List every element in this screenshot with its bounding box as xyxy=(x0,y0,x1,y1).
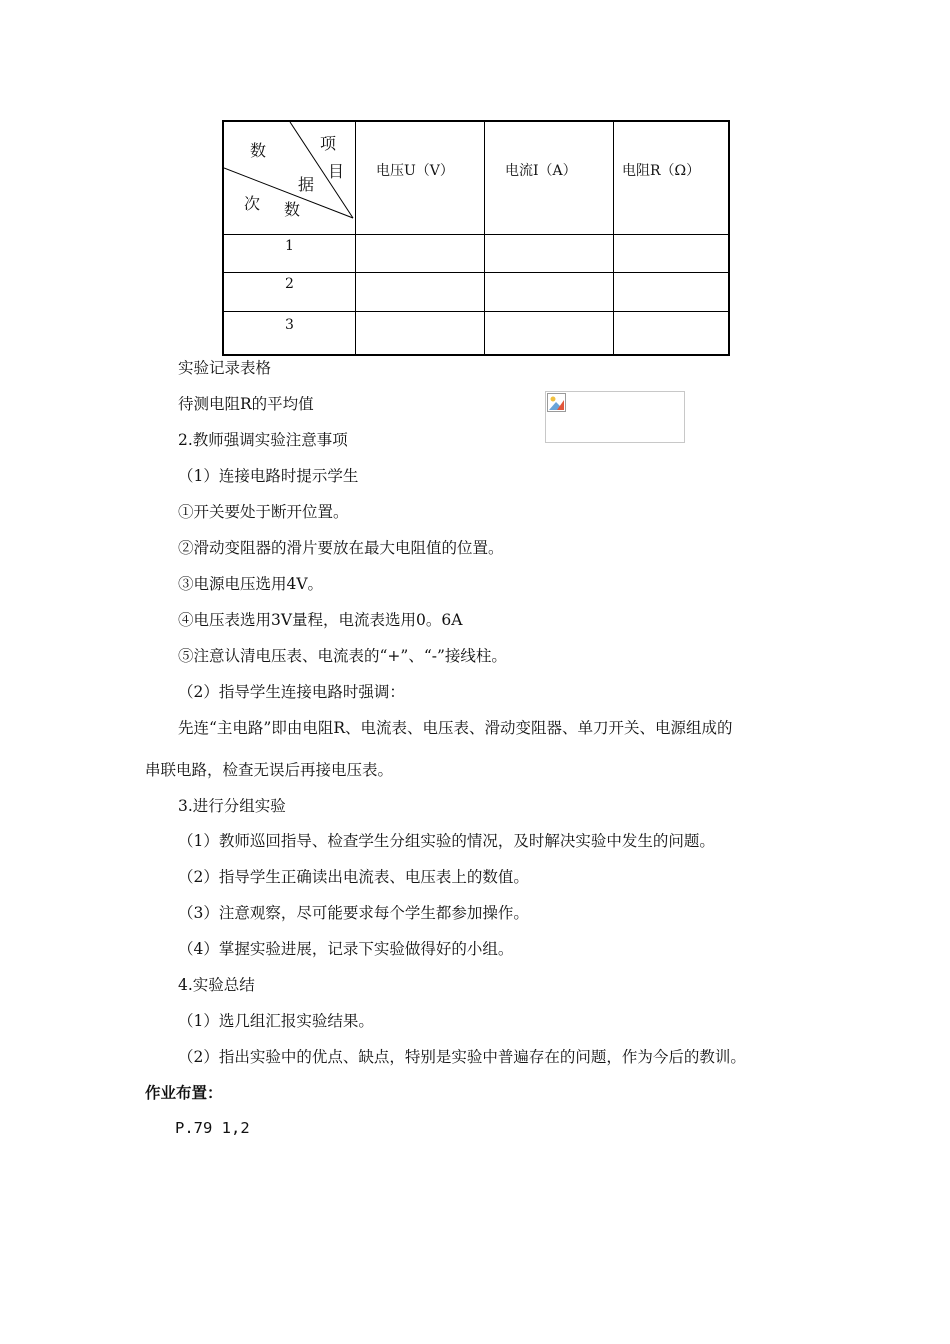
table-cell xyxy=(614,235,730,273)
table-row xyxy=(223,235,729,273)
text-line: ①开关要处于断开位置。 xyxy=(178,503,349,521)
header-current: 电流I（A） xyxy=(485,121,614,235)
row-number: 3 xyxy=(223,312,356,356)
corner-label-ju: 据 xyxy=(298,175,315,194)
row-number: 2 xyxy=(223,273,356,312)
table-cell xyxy=(356,312,485,356)
corner-label-shu: 数 xyxy=(250,141,267,160)
text-line: （2）指出实验中的优点、缺点，特别是实验中普遍存在的问题，作为今后的教训。 xyxy=(178,1048,746,1066)
text-line: 4.实验总结 xyxy=(178,976,255,994)
broken-image-placeholder xyxy=(545,391,685,443)
table-cell xyxy=(485,235,614,273)
corner-label-mu: 目 xyxy=(328,162,345,181)
row-number: 1 xyxy=(223,235,356,273)
table-cell xyxy=(356,273,485,312)
header-resistance: 电阻R（Ω） xyxy=(614,121,730,235)
text-line: 串联电路，检查无误后再接电压表。 xyxy=(145,761,394,779)
text-line: ③电源电压选用4V。 xyxy=(178,575,324,593)
text-line: （1）连接电路时提示学生 xyxy=(178,467,359,485)
table-cell xyxy=(485,273,614,312)
corner-label-ci: 次 xyxy=(244,194,261,213)
header-voltage: 电压U（V） xyxy=(356,121,485,235)
corner-label-shu2: 数 xyxy=(284,200,301,219)
text-line: （1）选几组汇报实验结果。 xyxy=(178,1012,374,1030)
text-line: （4）掌握实验进展，记录下实验做得好的小组。 xyxy=(178,940,514,958)
text-line: 先连“主电路”即由电阻R、电流表、电压表、滑动变阻器、单刀开关、电源组成的 xyxy=(178,719,733,737)
table-caption: 实验记录表格 xyxy=(178,359,272,377)
corner-label-xiang: 项 xyxy=(320,134,337,153)
text-line: ②滑动变阻器的滑片要放在最大电阻值的位置。 xyxy=(178,539,504,557)
experiment-record-table xyxy=(222,120,730,356)
diagonal-header-cell xyxy=(223,121,356,235)
homework-title: 作业布置： xyxy=(145,1084,223,1102)
text-line: （1）教师巡回指导、检查学生分组实验的情况，及时解决实验中发生的问题。 xyxy=(178,832,715,850)
table-cell xyxy=(614,273,730,312)
text-line: 待测电阻R的平均值 xyxy=(178,395,314,413)
table-cell xyxy=(485,312,614,356)
table-row xyxy=(223,273,729,312)
homework-content: P.79 1,2 xyxy=(175,1119,250,1137)
text-line: （2）指导学生正确读出电流表、电压表上的数值。 xyxy=(178,868,529,886)
text-line: （3）注意观察，尽可能要求每个学生都参加操作。 xyxy=(178,904,529,922)
broken-image-icon xyxy=(547,393,567,413)
text-line: 3.进行分组实验 xyxy=(178,797,286,815)
table-row xyxy=(223,312,729,356)
table-cell xyxy=(614,312,730,356)
table-cell xyxy=(356,235,485,273)
text-line: （2）指导学生连接电路时强调： xyxy=(178,683,405,701)
text-line: ⑤注意认清电压表、电流表的“+”、“-”接线柱。 xyxy=(178,647,507,665)
text-line: ④电压表选用3V量程，电流表选用0。6A xyxy=(178,611,463,629)
text-line: 2.教师强调实验注意事项 xyxy=(178,431,348,449)
